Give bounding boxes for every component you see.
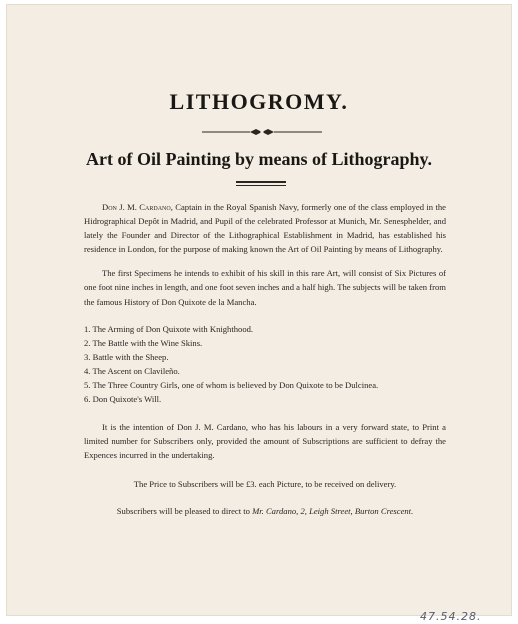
address-text: Mr. Cardano, 2, Leigh Street, Burton Crescent. bbox=[252, 505, 414, 516]
document-title: LITHOGROMY. bbox=[169, 89, 349, 114]
author-name: Don J. M. Cardano, bbox=[102, 202, 173, 212]
document-subtitle: Art of Oil Painting by means of Lithography. bbox=[85, 149, 433, 169]
subject-item: 4. The Ascent on Clavileño. bbox=[84, 365, 180, 376]
accession-number: 47.54.28. bbox=[420, 610, 482, 623]
subject-item: 6. Don Quixote's Will. bbox=[84, 394, 162, 405]
title-rule bbox=[236, 181, 286, 186]
price-paragraph: The Price to Subscribers will be £3. each Picture, to be received on delivery. bbox=[133, 478, 397, 489]
intro-paragraph bbox=[84, 200, 446, 256]
subject-item: 1. The Arming of Don Quixote with Knighthood. bbox=[84, 323, 254, 334]
subject-item: 5. The Three Country Girls, one of whom is believed by Don Quixote to be Dulcinea. bbox=[84, 380, 379, 391]
address-lead: Subscribers will be pleased to direct to bbox=[116, 505, 253, 516]
broadside-sheet bbox=[6, 4, 512, 616]
ornamental-divider bbox=[202, 127, 322, 137]
document-body bbox=[84, 200, 446, 518]
address-paragraph bbox=[84, 504, 446, 518]
subject-item: 2. The Battle with the Wine Skins. bbox=[84, 337, 203, 348]
subjects-list bbox=[84, 322, 446, 407]
subject-item: 3. Battle with the Sheep. bbox=[84, 351, 169, 362]
subscription-paragraph: It is the intention of Don J. M. Cardano, who has his labours in a very forward state, to Print a limited number for Subscribers only, provided the amount of Subscriptions are sufficient to defray the Expences incurred in the undertaking. bbox=[84, 422, 446, 461]
intro-text: Captain in the Royal Spanish Navy, formerly one of the class employed in the Hidrographical Depôt in Madrid, and Pupil of the celebrated Professor at Munich, Mr. Senesphelder, and lately the Founder and Director of the Lithographical Establishment in Madrid, has established his residence in London, for the purpose of making known the Art of Oil Painting by means of Lithography. bbox=[84, 202, 446, 255]
specimens-paragraph: The first Specimens he intends to exhibit of his skill in this rare Art, will consist of Six Pictures of one foot nine inches in length, and one foot seven inches and a half high. The subjects will be taken from the famous History of Don Quixote de la Mancha. bbox=[84, 268, 446, 307]
